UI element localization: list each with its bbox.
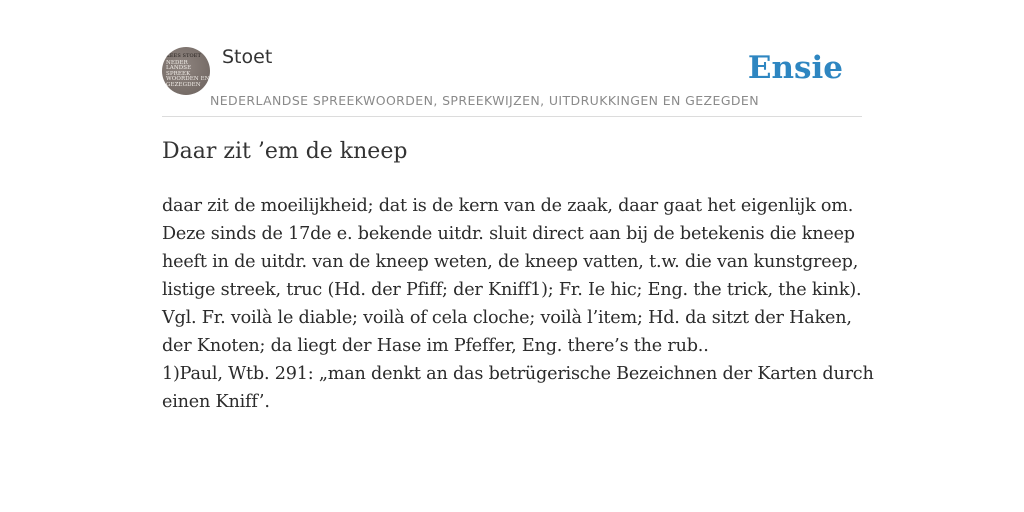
logo-line: WOORDEN EN <box>166 76 210 83</box>
logo-text <box>166 54 210 89</box>
entry-title: Daar zit ’em de kneep <box>162 139 408 164</box>
ensie-logo-link[interactable]: Ensie <box>747 50 843 86</box>
definition-line: daar zit de moeilijkheid; dat is de kern van de zaak, daar gaat het eigenlijk om. <box>162 196 854 216</box>
logo-line: LANDSE <box>166 65 192 72</box>
definition-line: einen Kniff’. <box>162 392 270 412</box>
logo-line: NEDER <box>166 59 188 66</box>
entry-definition <box>162 192 874 416</box>
book-cover-logo[interactable] <box>162 47 210 95</box>
source-subtitle: NEDERLANDSE SPREEKWOORDEN, SPREEKWIJZEN, UITDRUKKINGEN EN GEZEGDEN <box>210 93 759 108</box>
logo-line: KEES STOET <box>166 53 201 59</box>
definition-line: 1)Paul, Wtb. 291: „man denkt an das betrügerische Bezeichnen der Karten durch <box>162 364 874 384</box>
definition-line: Vgl. Fr. voilà le diable; voilà of cela cloche; voilà l’item; Hd. da sitzt der Haken, <box>162 308 852 328</box>
definition-line: listige streek, truc (Hd. der Pfiff; der Kniff1); Fr. Ie hic; Eng. the trick, the kink). <box>162 280 862 300</box>
definition-line: der Knoten; da liegt der Hase im Pfeffer, Eng. there’s the rub.. <box>162 336 709 356</box>
page <box>162 0 874 412</box>
header <box>162 0 862 117</box>
definition-line: heeft in de uitdr. van de kneep weten, de kneep vatten, t.w. die van kunstgreep, <box>162 252 859 272</box>
author-link[interactable]: Stoet <box>222 46 273 68</box>
logo-line: GEZEGDEN <box>166 81 201 88</box>
definition-line: Deze sinds de 17de e. bekende uitdr. sluit direct aan bij de betekenis die kneep <box>162 224 855 244</box>
logo-line: SPREEK <box>166 70 191 77</box>
